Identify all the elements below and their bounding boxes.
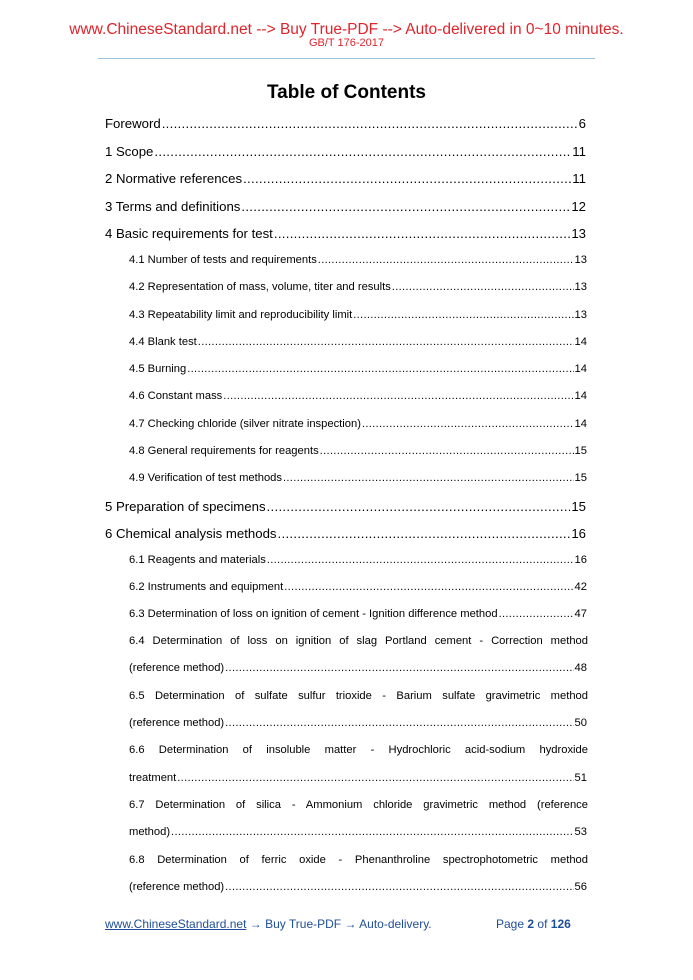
toc-entry-terms[interactable]: 3 Terms and definitions ..... 12	[105, 199, 586, 214]
footer-promo	[105, 917, 432, 931]
toc-entry-6-3[interactable]: 6.3 Determination of loss on ignition of cement - Ignition difference method ..... 47	[129, 608, 587, 620]
toc-entry-6-7-line1[interactable]: 6.7 Determination of silica - Ammonium chloride gravimetric method (reference	[129, 799, 588, 811]
footer-buy-text: Buy True-PDF	[265, 917, 342, 931]
page-title: Table of Contents	[266, 82, 427, 103]
toc-entry-scope[interactable]: 1 Scope ..... 11	[105, 144, 586, 159]
toc-entry-chemical-analysis[interactable]: 6 Chemical analysis methods ..... 16	[105, 526, 586, 541]
toc-entry-6-8-line1[interactable]: 6.8 Determination of ferric oxide - Phenanthroline spectrophotometric method	[129, 854, 588, 866]
toc-entry-4-7[interactable]: 4.7 Checking chloride (silver nitrate inspection) ..... 14	[129, 418, 587, 430]
toc-entry-normative-references[interactable]: 2 Normative references ..... 11	[105, 171, 586, 186]
toc-entry-4-5[interactable]: 4.5 Burning ..... 14	[129, 363, 587, 375]
toc-entry-4-6[interactable]: 4.6 Constant mass ..... 14	[129, 390, 587, 402]
toc-entry-4-8[interactable]: 4.8 General requirements for reagents ..... 15	[129, 445, 587, 457]
toc-entry-6-7[interactable]: method) ..... 53	[129, 826, 587, 838]
header-divider	[98, 58, 595, 59]
toc-entry-4-9[interactable]: 4.9 Verification of test methods ..... 15	[129, 472, 587, 484]
toc-entry-4-4[interactable]: 4.4 Blank test ..... 14	[129, 336, 587, 348]
toc-entry-6-8[interactable]: (reference method) ..... 56	[129, 881, 587, 893]
toc-entry-4-1[interactable]: 4.1 Number of tests and requirements ..... 13	[129, 254, 587, 266]
toc-entry-basic-requirements[interactable]: 4 Basic requirements for test ..... 13	[105, 226, 586, 241]
toc-entry-foreword[interactable]: Foreword ..... 6	[105, 116, 586, 131]
top-banner-link[interactable]: www.ChineseStandard.net --> Buy True-PDF --> Auto-delivered in 0~10 minutes.	[69, 21, 624, 38]
toc-entry-4-3[interactable]: 4.3 Repeatability limit and reproducibility limit ..... 13	[129, 309, 587, 321]
toc-entry-6-5[interactable]: (reference method) ..... 50	[129, 717, 587, 729]
page-label: Page	[496, 917, 525, 931]
footer-delivery-text: Auto-delivery.	[359, 917, 432, 931]
standard-number: GB/T 176-2017	[308, 37, 384, 49]
page-total: 126	[550, 917, 571, 931]
page-indicator	[496, 917, 571, 931]
toc-entry-4-2[interactable]: 4.2 Representation of mass, volume, titer and results ..... 13	[129, 281, 587, 293]
toc-entry-6-4[interactable]: (reference method) ..... 48	[129, 662, 587, 674]
page-current: 2	[527, 917, 535, 931]
toc-entry-6-5-line1[interactable]: 6.5 Determination of sulfate sulfur trioxide - Barium sulfate gravimetric method	[129, 690, 588, 702]
toc-entry-6-2[interactable]: 6.2 Instruments and equipment ..... 42	[129, 581, 587, 593]
toc-entry-6-4-line1[interactable]: 6.4 Determination of loss on ignition of slag Portland cement - Correction method	[129, 635, 588, 647]
toc-entry-preparation[interactable]: 5 Preparation of specimens ..... 15	[105, 499, 586, 514]
arrow-right-icon: →	[249, 917, 262, 931]
arrow-right-icon: →	[344, 917, 357, 931]
page-of-label: of	[537, 917, 548, 931]
footer-site-link[interactable]: www.ChineseStandard.net	[105, 917, 247, 931]
toc-entry-6-6-line1[interactable]: 6.6 Determination of insoluble matter - Hydrochloric acid-sodium hydroxide	[129, 744, 588, 756]
toc-entry-6-6[interactable]: treatment ..... 51	[129, 772, 587, 784]
toc-entry-6-1[interactable]: 6.1 Reagents and materials ..... 16	[129, 554, 587, 566]
